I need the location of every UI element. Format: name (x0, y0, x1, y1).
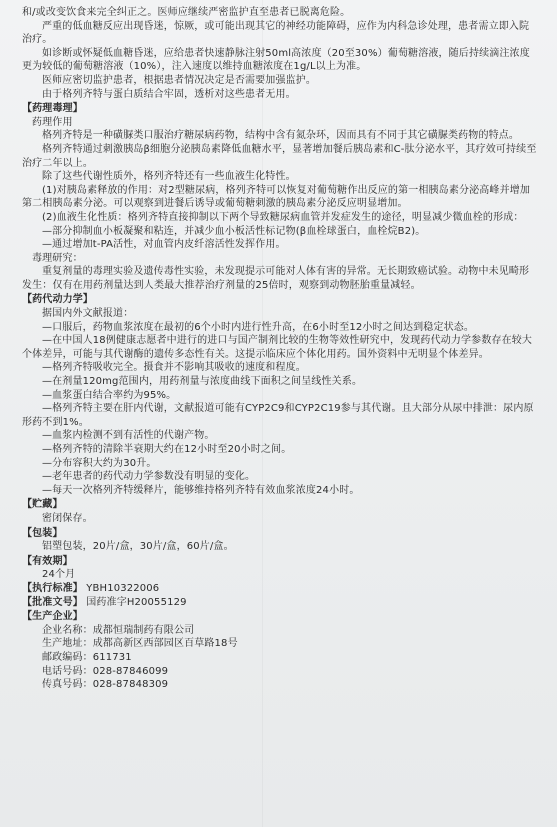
tox-label: 毒理研究： (32, 252, 83, 264)
section-title-approval: 【批准文号】 (22, 596, 83, 608)
pk-item: —在中国人18例健康志愿者中进行的进口与国产制剂比较的生物等效性研究中，发现药代动力学参数存在较大个体差异，可能与其代谢酶的遗传多态性有关。这提示临床应个体化用药。国外资料中无明显个体差异。 (22, 335, 533, 360)
approval-row (22, 596, 538, 610)
intro-para-3: 如诊断或怀疑低血糖昏迷，应给患者快速静脉注射50ml高浓度（20至30%）葡萄糖溶液，随后持续滴注浓度更为较低的葡萄糖溶液（10%），注入速度以维持血糖浓度在1g/L以上为准。 (22, 47, 530, 73)
package-text: 铝塑包装，20片/盒，30片/盒，60片/盒。 (42, 541, 234, 553)
storage-text: 密闭保存。 (42, 512, 93, 524)
pk-item: —老年患者的药代动力学参数没有明显的变化。 (42, 471, 256, 483)
pharm-para-1: 格列齐特是一种磺脲类口服治疗糖尿病药物，结构中含有氮杂环，因而具有不同于其它磺脲类药物的特点。 (42, 130, 520, 142)
standard-text: YBH10322006 (86, 582, 160, 594)
pharm-bullet-2: —通过增加t-PA活性，对血管内皮纤溶活性发挥作用。 (42, 239, 286, 251)
pk-item: —分布容积大约为30升。 (42, 457, 157, 469)
pk-item: —格列齐特的清除半衰期大约在12小时至20小时之间。 (42, 444, 292, 455)
intro-para-1: 和/或改变饮食来完全纠正之。医师应继续严密监护直至患者已脱离危险。 (22, 7, 351, 18)
pk-item: —口服后，药物血浆浓度在最初的6个小时内进行性升高，在6小时至12小时之间达到稳定状态。 (42, 321, 475, 333)
manufacturer-name: 企业名称：成都恒瑞制药有限公司 (42, 624, 195, 636)
pk-item: —血浆蛋白结合率约为95%。 (42, 389, 177, 401)
pk-item: —格列齐特主要在肝内代谢，文献报道可能有CYP2C9和CYP2C19参与其代谢。且大部分从尿中排泄：尿内原形药不到1%。 (22, 403, 534, 428)
pk-item: —格列齐特吸收完全。摄食并不影响其吸收的速度和程度。 (42, 362, 306, 374)
section-title-package: 【包装】 (22, 527, 63, 539)
intro-para-4: 医师应密切监护患者，根据患者情况决定是否需要加强监护。 (42, 74, 317, 86)
section-title-standard: 【执行标准】 (22, 582, 83, 594)
pharm-para-2: 格列齐特通过刺激胰岛β细胞分泌胰岛素降低血糖水平，显著增加餐后胰岛素和C-肽分泌水平，其疗效可持续至治疗二年以上。 (22, 143, 537, 169)
pharm-para-4: (1)对胰岛素释放的作用：对2型糖尿病，格列齐特可以恢复对葡萄糖作出反应的第一相胰岛素分泌高峰并增加第二相胰岛素分泌。可以观察到进餐后诱导或葡萄糖刺激的胰岛素分泌反应明显增加。 (22, 184, 531, 210)
section-title-manufacturer: 【生产企业】 (22, 611, 83, 623)
pharm-action-label: 药理作用 (32, 116, 73, 128)
pk-intro: 据国内外文献报道： (42, 308, 134, 320)
leaflet-text (22, 6, 538, 692)
manufacturer-postcode: 邮政编码：611731 (42, 651, 132, 663)
pharm-para-3: 除了这些代谢性质外，格列齐特还有一些血液生化特性。 (42, 171, 296, 183)
pharm-para-5: (2)血液生化性质：格列齐特直接抑制以下两个导致糖尿病血管并发症发生的途径，明显减少微血栓的形成： (42, 211, 524, 223)
section-title-pharm-tox: 【药理毒理】 (22, 103, 83, 115)
intro-para-2: 严重的低血糖反应出现昏迷，惊厥，或可能出现其它的神经功能障碍，应作为内科急诊处理，患者需立即入院治疗。 (22, 20, 530, 46)
tox-para: 重复剂量的毒理实验及遗传毒性实验，未发现提示可能对人体有害的异常。无长期致癌试验。动物中未见畸形发生：仅有在用药剂量达到人类最大推荐治疗剂量的25倍时，观察到动物胚胎重量减轻。 (22, 266, 530, 291)
standard-row (22, 582, 538, 596)
manufacturer-fax: 传真号码：028-87848309 (42, 679, 169, 691)
pharm-bullet-1: —部分抑制血小板凝聚和粘连，并减少血小板活性标记物(β血栓球蛋白，血栓烷B2)。 (42, 225, 426, 237)
pk-item: —在剂量120mg范围内，用药剂量与浓度曲线下面积之间呈线性关系。 (42, 376, 363, 388)
validity-text: 24个月 (42, 569, 76, 581)
manufacturer-address: 生产地址：成都高新区西部园区百草路18号 (42, 638, 238, 650)
pk-item: —血浆内检测不到有活性的代谢产物。 (42, 430, 215, 442)
section-title-validity: 【有效期】 (22, 555, 73, 567)
manufacturer-phone: 电话号码：028-87846099 (42, 665, 169, 677)
pk-item: —每天一次格列齐特缓释片，能够维持格列齐特有效血浆浓度24小时。 (42, 484, 360, 496)
intro-para-5: 由于格列齐特与蛋白质结合牢固，透析对这些患者无用。 (42, 88, 296, 100)
approval-text: 国药准字H20055129 (86, 596, 187, 608)
section-title-pk: 【药代动力学】 (22, 294, 94, 306)
section-title-storage: 【贮藏】 (22, 499, 63, 511)
